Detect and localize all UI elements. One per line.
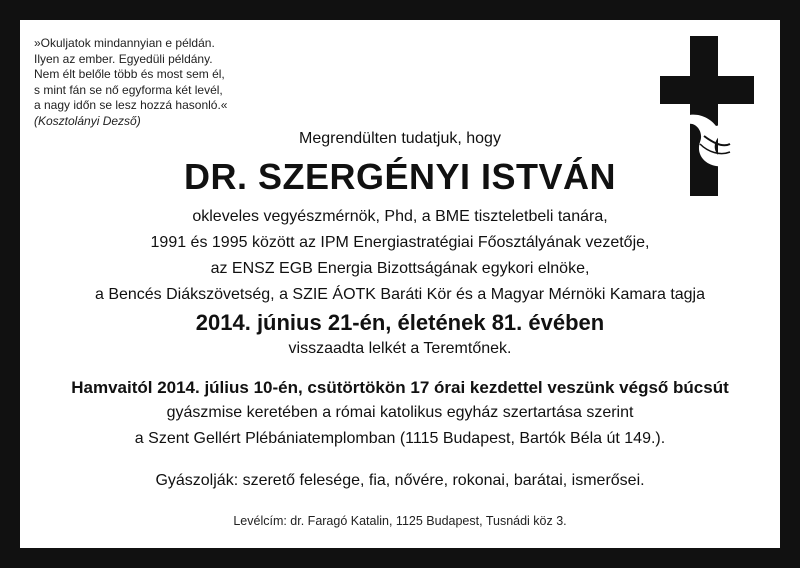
mourners-text: Gyászolják: szerető felesége, fia, nővére, rokonai, barátai, ismerősei. <box>155 472 645 489</box>
poem-line: »Okuljatok mindannyian e példán. <box>34 36 215 50</box>
death-date: 2014. június 21-én, életének 81. évében <box>195 310 605 335</box>
mass-line: a Szent Gellért Plébániatemplomban (1115 Budapest, Bartók Béla út 149.). <box>134 430 666 447</box>
poem-line: Ilyen az ember. Egyedüli példány. <box>34 51 213 66</box>
returned-soul-text: visszaadta lelkét a Teremtőnek. <box>288 340 512 357</box>
title-line: a Bencés Diákszövetség, a SZIE ÁOTK Baráti Kör és a Magyar Mérnöki Kamara tagja <box>94 286 706 303</box>
obituary-card <box>20 20 780 548</box>
title-line: az ENSZ EGB Energia Bizottságának egykori elnöke, <box>210 260 590 277</box>
poem-quote <box>34 36 294 129</box>
poem-line: Nem élt belőle több és most sem él, <box>34 67 225 81</box>
deceased-name: DR. SZERGÉNYI ISTVÁN <box>183 156 617 197</box>
mailing-address: Levélcím: dr. Faragó Katalin, 1125 Budapest, Tusnádi köz 3. <box>233 514 567 528</box>
farewell-text: Hamvaitól 2014. július 10-én, csütörtökön 17 órai kezdettel veszünk végső búcsút <box>71 378 729 397</box>
title-line: 1991 és 1995 között az IPM Energiastratégiai Főosztályának vezetője, <box>150 234 650 251</box>
mass-line: gyászmise keretében a római katolikus egyház szertartása szerint <box>166 404 634 421</box>
poem-line: a nagy időn se lesz hozzá hasonló.« <box>34 98 228 112</box>
title-line: okleveles vegyészmérnök, Phd, a BME tiszteletbeli tanára, <box>192 208 608 225</box>
poem-author: (Kosztolányi Dezső) <box>34 113 141 128</box>
intro-text: Megrendülten tudatjuk, hogy <box>299 130 501 147</box>
poem-line: s mint fán se nő egyforma két levél, <box>34 82 223 97</box>
